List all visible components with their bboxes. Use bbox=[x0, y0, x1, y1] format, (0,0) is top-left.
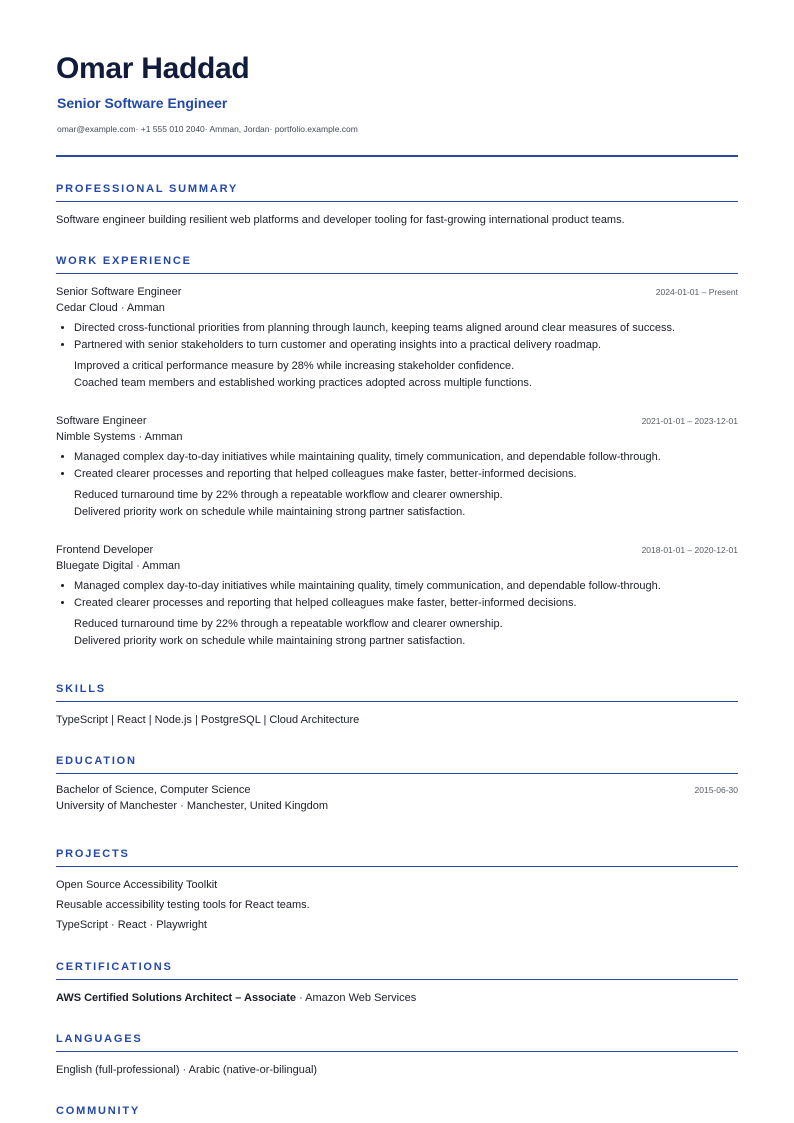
section-divider bbox=[56, 866, 738, 867]
job-title: Senior Software Engineer bbox=[56, 286, 182, 298]
education-degree: Bachelor of Science, Computer Science bbox=[56, 784, 251, 796]
job-company: Nimble Systems · Amman bbox=[56, 431, 183, 443]
job-dates: 2024-01-01 – Present bbox=[655, 287, 738, 297]
job-achievements bbox=[74, 616, 738, 650]
job-company: Bluegate Digital · Amman bbox=[56, 560, 181, 572]
projects-section bbox=[56, 848, 738, 934]
job-achievement: Improved a critical performance measure by 28% while increasing stakeholder confidence. bbox=[74, 360, 515, 372]
section-title-experience: WORK EXPERIENCE bbox=[56, 255, 192, 267]
experience-section bbox=[56, 255, 738, 274]
job-entry bbox=[56, 544, 738, 650]
section-divider bbox=[56, 773, 738, 774]
job-dates: 2021-01-01 – 2023-12-01 bbox=[641, 416, 738, 426]
job-achievement: Coached team members and established working practices adopted across multiple functions. bbox=[74, 377, 532, 389]
section-title-certifications: CERTIFICATIONS bbox=[56, 961, 173, 973]
job-achievement: Reduced turnaround time by 22% through a repeatable workflow and clearer ownership. bbox=[74, 489, 503, 501]
section-divider bbox=[56, 201, 738, 202]
section-title-education: EDUCATION bbox=[56, 755, 137, 767]
section-title-community: COMMUNITY bbox=[56, 1105, 141, 1117]
education-date: 2015-06-30 bbox=[694, 785, 738, 795]
job-achievement: Reduced turnaround time by 22% through a repeatable workflow and clearer ownership. bbox=[74, 618, 503, 630]
section-divider bbox=[56, 701, 738, 702]
education-school: University of Manchester · Manchester, United Kingdom bbox=[56, 800, 329, 812]
summary-section bbox=[56, 183, 738, 229]
skills-section bbox=[56, 683, 738, 729]
candidate-name: Omar Haddad bbox=[56, 52, 250, 85]
community-section bbox=[56, 1105, 738, 1117]
languages-section bbox=[56, 1033, 738, 1079]
job-bullet: • Managed complex day-to-day initiatives while maintaining quality, timely communication, and dependable follow-through. bbox=[74, 578, 738, 595]
candidate-headline: Senior Software Engineer bbox=[57, 95, 228, 111]
job-bullets bbox=[56, 578, 738, 612]
job-bullet: • Directed cross-functional priorities from planning through launch, keeping teams aligned around clear measures of success. bbox=[74, 320, 738, 337]
job-company: Cedar Cloud · Amman bbox=[56, 302, 165, 314]
contact-line: omar@example.com· +1 555 010 2040· Amman, Jordan· portfolio.example.com bbox=[57, 124, 358, 134]
job-bullets bbox=[56, 449, 738, 483]
job-achievements bbox=[74, 358, 738, 392]
section-title-projects: PROJECTS bbox=[56, 848, 130, 860]
job-achievement: Delivered priority work on schedule while maintaining strong partner satisfaction. bbox=[74, 635, 466, 647]
section-title-languages: LANGUAGES bbox=[56, 1033, 143, 1045]
header-divider bbox=[56, 155, 738, 157]
section-divider bbox=[56, 1051, 738, 1052]
project-tech: TypeScript · React · Playwright bbox=[56, 919, 207, 931]
education-section bbox=[56, 755, 738, 812]
job-title: Software Engineer bbox=[56, 415, 147, 427]
job-bullets bbox=[56, 320, 738, 354]
job-bullet: • Created clearer processes and reporting that helped colleagues make faster, better-informed decisions. bbox=[74, 595, 738, 612]
certification-issuer: · Amazon Web Services bbox=[296, 992, 417, 1004]
job-achievement: Delivered priority work on schedule while maintaining strong partner satisfaction. bbox=[74, 506, 466, 518]
job-achievements bbox=[74, 487, 738, 521]
section-divider bbox=[56, 273, 738, 274]
project-name: Open Source Accessibility Toolkit bbox=[56, 879, 218, 891]
project-description: Reusable accessibility testing tools for React teams. bbox=[56, 899, 310, 911]
summary-text: Software engineer building resilient web platforms and developer tooling for fast-growing international product teams. bbox=[56, 214, 625, 226]
job-bullet: • Created clearer processes and reporting that helped colleagues make faster, better-informed decisions. bbox=[74, 466, 738, 483]
section-title-skills: SKILLS bbox=[56, 683, 106, 695]
job-dates: 2018-01-01 – 2020-12-01 bbox=[641, 545, 738, 555]
certification-name: AWS Certified Solutions Architect – Associate bbox=[56, 992, 297, 1004]
job-bullet: • Managed complex day-to-day initiatives while maintaining quality, timely communication, and dependable follow-through. bbox=[74, 449, 738, 466]
job-entry bbox=[56, 286, 738, 392]
section-divider bbox=[56, 979, 738, 980]
certifications-section bbox=[56, 961, 738, 1007]
section-title-summary: PROFESSIONAL SUMMARY bbox=[56, 183, 239, 195]
job-title: Frontend Developer bbox=[56, 544, 154, 556]
job-entry bbox=[56, 415, 738, 521]
skills-list: TypeScript | React | Node.js | PostgreSQL | Cloud Architecture bbox=[56, 714, 360, 726]
certification-entry bbox=[56, 990, 738, 1007]
languages-list: English (full-professional) · Arabic (native-or-bilingual) bbox=[56, 1064, 318, 1076]
job-bullet: • Partnered with senior stakeholders to turn customer and operating insights into a practical delivery roadmap. bbox=[74, 337, 738, 354]
